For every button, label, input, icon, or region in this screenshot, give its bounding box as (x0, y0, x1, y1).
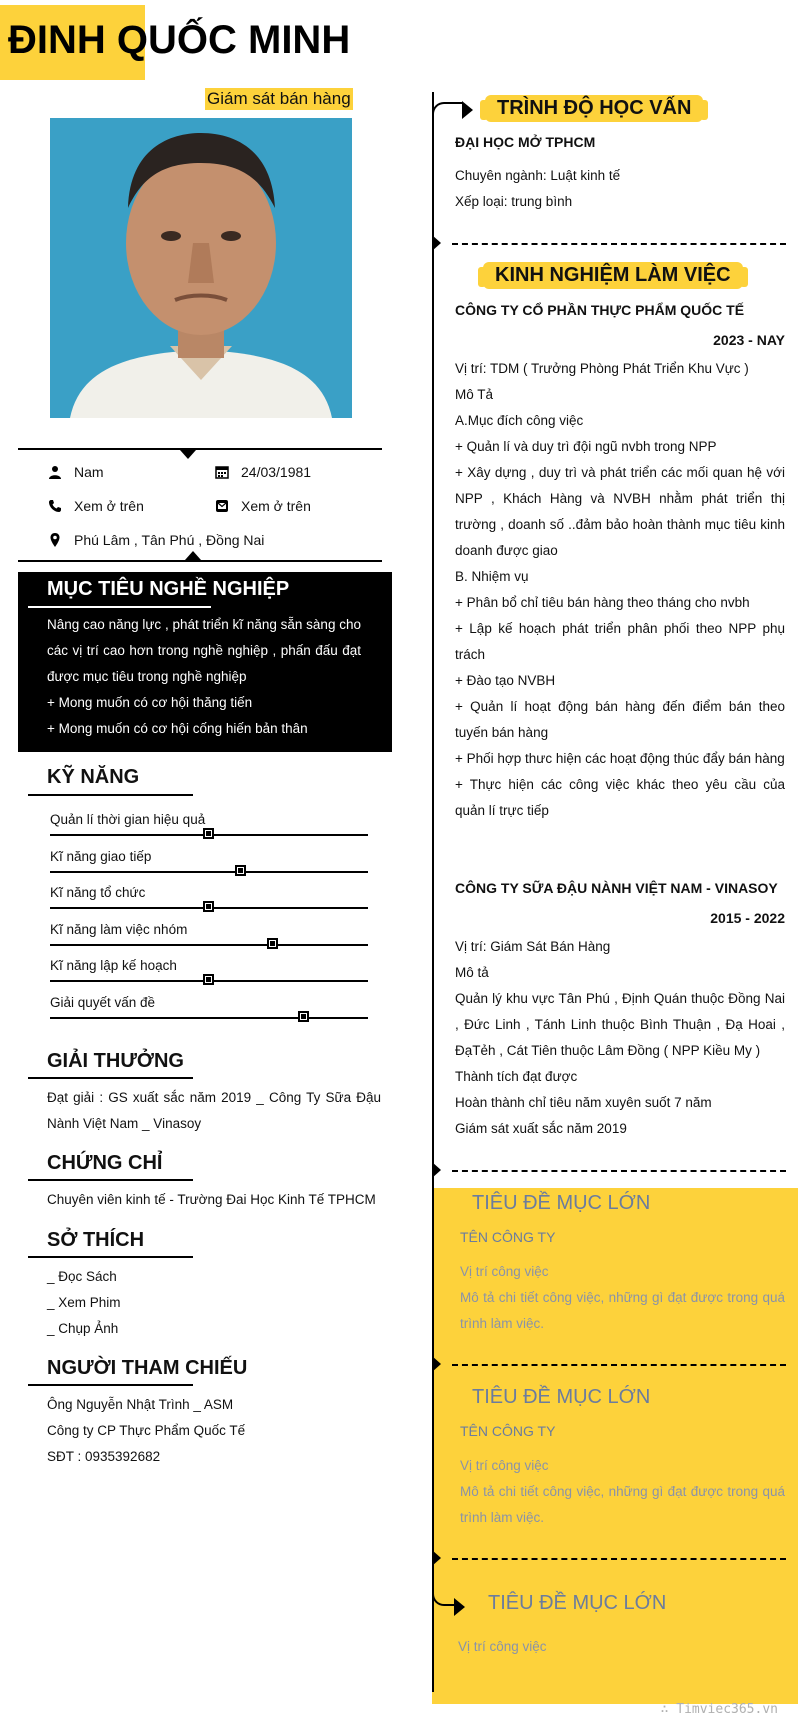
education-details (455, 163, 785, 215)
skill-level-handle[interactable] (235, 865, 246, 876)
skill-track (50, 1017, 368, 1019)
calendar-icon (215, 465, 229, 479)
job-period: 2023 - NAY (713, 332, 785, 348)
watermark: ∴ Timviec365.vn (660, 1702, 778, 1717)
skill-level-handle[interactable] (267, 938, 278, 949)
placeholder-title: TIÊU ĐỀ MỤC LỚN (472, 1192, 651, 1214)
job-line: Quản lý khu vực Tân Phú , Định Quán thuộc Đồng Nai , Đức Linh , Tánh Linh thuộc Bình Thuận , Đạ Hoai , ĐạTẻh , Cát Tiên thuộc Lâm Đồng ( NPP Kiều My ) (455, 991, 785, 1058)
awards-underline (28, 1077, 193, 1079)
placeholder-company: TÊN CÔNG TY (460, 1229, 556, 1245)
certificates-text: Chuyên viên kinh tế - Trường Đai Học Kinh Tế TPHCM (47, 1192, 376, 1207)
info-divider-top (18, 448, 382, 450)
references-title: NGƯỜI THAM CHIẾU (47, 1357, 248, 1379)
job-line: A.Mục đích công việc (455, 413, 584, 428)
job-line: + Xây dựng , duy trì và phát triển các mối quan hệ với NPP , Khách Hàng và NVBH nhằm phát triển thị trường , doanh số ..đảm bảo hoàn thành mục tiêu kinh doanh được giao (455, 465, 785, 558)
reference-line: Công ty CP Thực Phẩm Quốc Tế (47, 1423, 246, 1438)
job-line: + Đào tạo NVBH (455, 673, 556, 688)
info-birthday (215, 464, 311, 480)
objective-line: Nâng cao năng lực , phát triển kĩ năng sẵn sàng cho các vị trí cao hơn trong nghề nghiệp , phấn đấu đạt được mục tiêu trong nghề nghiệp (47, 617, 361, 684)
certificates-underline (28, 1179, 193, 1181)
job-description (455, 356, 785, 824)
email-value: Xem ở trên (241, 498, 311, 514)
user-icon (48, 465, 62, 479)
hobby-item: _ Xem Phim (47, 1295, 121, 1310)
timeline-arrow-right (462, 101, 473, 119)
job-line: + Quản lí và duy trì đội ngũ nvbh trong NPP (455, 439, 717, 454)
job-line: Mô tả (455, 965, 489, 980)
timeline-curve-top (432, 102, 462, 116)
job-line: Hoàn thành chỉ tiêu năm xuyên suốt 7 năm (455, 1095, 712, 1110)
candidate-position: Giám sát bán hàng (207, 89, 351, 108)
placeholder-body (460, 1453, 785, 1531)
job-period: 2015 - 2022 (710, 910, 785, 926)
hobby-item: _ Chụp Ảnh (47, 1321, 119, 1336)
job-line: + Phối hợp thưc hiện các hoạt động thúc đẩy bán hàng (455, 751, 785, 766)
timeline-arrow-right (454, 1598, 465, 1616)
awards-text: Đạt giải : GS xuất sắc năm 2019 _ Công Ty Sữa Đậu Nành Việt Nam _ Vinasoy (47, 1090, 381, 1131)
education-major: Chuyên ngành: Luật kinh tế (455, 168, 621, 183)
job-line: Thành tích đạt được (455, 1069, 578, 1084)
skill-label: Kĩ năng lập kế hoạch (50, 958, 177, 973)
reference-line: Ông Nguyễn Nhật Trình _ ASM (47, 1397, 234, 1412)
skill-level-handle[interactable] (298, 1011, 309, 1022)
objective-line: + Mong muốn có cơ hội cống hiến bản thân (47, 721, 308, 736)
objective-line: + Mong muốn có cơ hội thăng tiến (47, 695, 253, 710)
job-description (455, 934, 785, 1142)
placeholder-title: TIÊU ĐỀ MỤC LỚN (472, 1386, 651, 1408)
skill-level-handle[interactable] (203, 901, 214, 912)
skill-label: Kĩ năng giao tiếp (50, 848, 152, 864)
skill-label: Giải quyết vấn đề (50, 994, 156, 1010)
job-line: + Quản lí hoạt động bán hàng đến điểm bán theo tuyến bán hàng (455, 699, 785, 740)
job-line: Giám sát xuất sắc năm 2019 (455, 1121, 627, 1136)
awards-title: GIẢI THƯỞNG (47, 1050, 184, 1072)
hobbies-list (47, 1264, 381, 1342)
profile-photo (50, 118, 352, 418)
experience-title: KINH NGHIỆM LÀM VIỆC (483, 262, 743, 289)
info-arrow-down (180, 450, 196, 459)
envelope-icon (215, 499, 229, 513)
placeholder-desc: Mô tả chi tiết công việc, những gì đạt được trong quá trình làm việc. (460, 1484, 785, 1525)
timeline-tick (432, 235, 441, 251)
hobby-item: _ Đọc Sách (47, 1269, 117, 1284)
skill-level-handle[interactable] (203, 974, 214, 985)
references-list (47, 1392, 381, 1470)
placeholder-company: TÊN CÔNG TY (460, 1423, 556, 1439)
placeholder-role: Vị trí công việc (458, 1639, 547, 1654)
job-company: CÔNG TY CỔ PHẦN THỰC PHẨM QUỐC TẾ (455, 302, 745, 318)
job-line: B. Nhiệm vụ (455, 569, 529, 584)
info-email (215, 498, 311, 514)
info-divider-bottom (18, 560, 382, 562)
phone-value: Xem ở trên (74, 498, 144, 514)
job-line: Vị trí: Giám Sát Bán Hàng (455, 939, 611, 954)
skill-track (50, 871, 368, 873)
section-divider (452, 1558, 786, 1560)
phone-icon (48, 499, 62, 513)
placeholder-role: Vị trí công việc (460, 1264, 549, 1279)
education-grade: Xếp loại: trung bình (455, 194, 573, 209)
placeholder-desc: Mô tả chi tiết công việc, những gì đạt được trong quá trình làm việc. (460, 1290, 785, 1331)
skill-label: Kĩ năng tổ chức (50, 885, 146, 900)
map-marker-icon (48, 533, 62, 547)
info-address (48, 532, 264, 548)
certificates-title: CHỨNG CHỈ (47, 1152, 163, 1174)
objective-text (47, 612, 361, 742)
section-divider (452, 1364, 786, 1366)
info-gender (48, 464, 104, 480)
references-underline (28, 1384, 193, 1386)
candidate-name: ĐINH QUỐC MINH (8, 18, 351, 62)
objective-title: MỤC TIÊU NGHỀ NGHIỆP (47, 578, 290, 600)
hobbies-title: SỞ THÍCH (47, 1229, 145, 1251)
objective-underline (28, 606, 211, 608)
placeholder-body (460, 1259, 785, 1337)
objective-section (18, 572, 392, 752)
job-line: Mô Tả (455, 387, 494, 402)
info-arrow-up (185, 551, 201, 560)
gender-value: Nam (74, 464, 104, 480)
placeholder-role: Vị trí công việc (460, 1458, 549, 1473)
timeline-tick (432, 1162, 441, 1178)
birthday-value: 24/03/1981 (241, 464, 312, 480)
job-line: + Phân bổ chỉ tiêu bán hàng theo tháng cho nvbh (455, 595, 750, 610)
timeline-tick (432, 1550, 441, 1566)
reference-line: SĐT : 0935392682 (47, 1449, 161, 1464)
timeline-line (432, 92, 434, 1692)
info-phone (48, 498, 144, 514)
skill-label: Kĩ năng làm việc nhóm (50, 921, 188, 937)
skills-title: KỸ NĂNG (47, 766, 140, 788)
skill-track (50, 944, 368, 946)
timeline-tick (432, 1356, 441, 1372)
job-company: CÔNG TY SỮA ĐẬU NÀNH VIỆT NAM - VINASOY (455, 880, 778, 896)
section-divider (452, 243, 786, 245)
skill-label: Quản lí thời gian hiệu quả (50, 812, 206, 827)
job-line: + Thực hiện các công việc khác theo yêu cầu của quản lí trực tiếp (455, 777, 785, 818)
placeholder-title: TIÊU ĐỀ MỤC LỚN (488, 1592, 667, 1614)
section-divider (452, 1170, 786, 1172)
address-value: Phú Lâm , Tân Phú , Đồng Nai (74, 532, 265, 548)
skills-underline (28, 794, 193, 796)
hobbies-underline (28, 1256, 193, 1258)
job-line: Vị trí: TDM ( Trưởng Phòng Phát Triển Khu Vực ) (455, 361, 749, 376)
education-school: ĐẠI HỌC MỞ TPHCM (455, 134, 596, 150)
skill-level-handle[interactable] (203, 828, 214, 839)
job-line: + Lập kế hoạch phát triển phân phối theo NPP phụ trách (455, 621, 785, 662)
education-title: TRÌNH ĐỘ HỌC VẤN (485, 95, 703, 122)
